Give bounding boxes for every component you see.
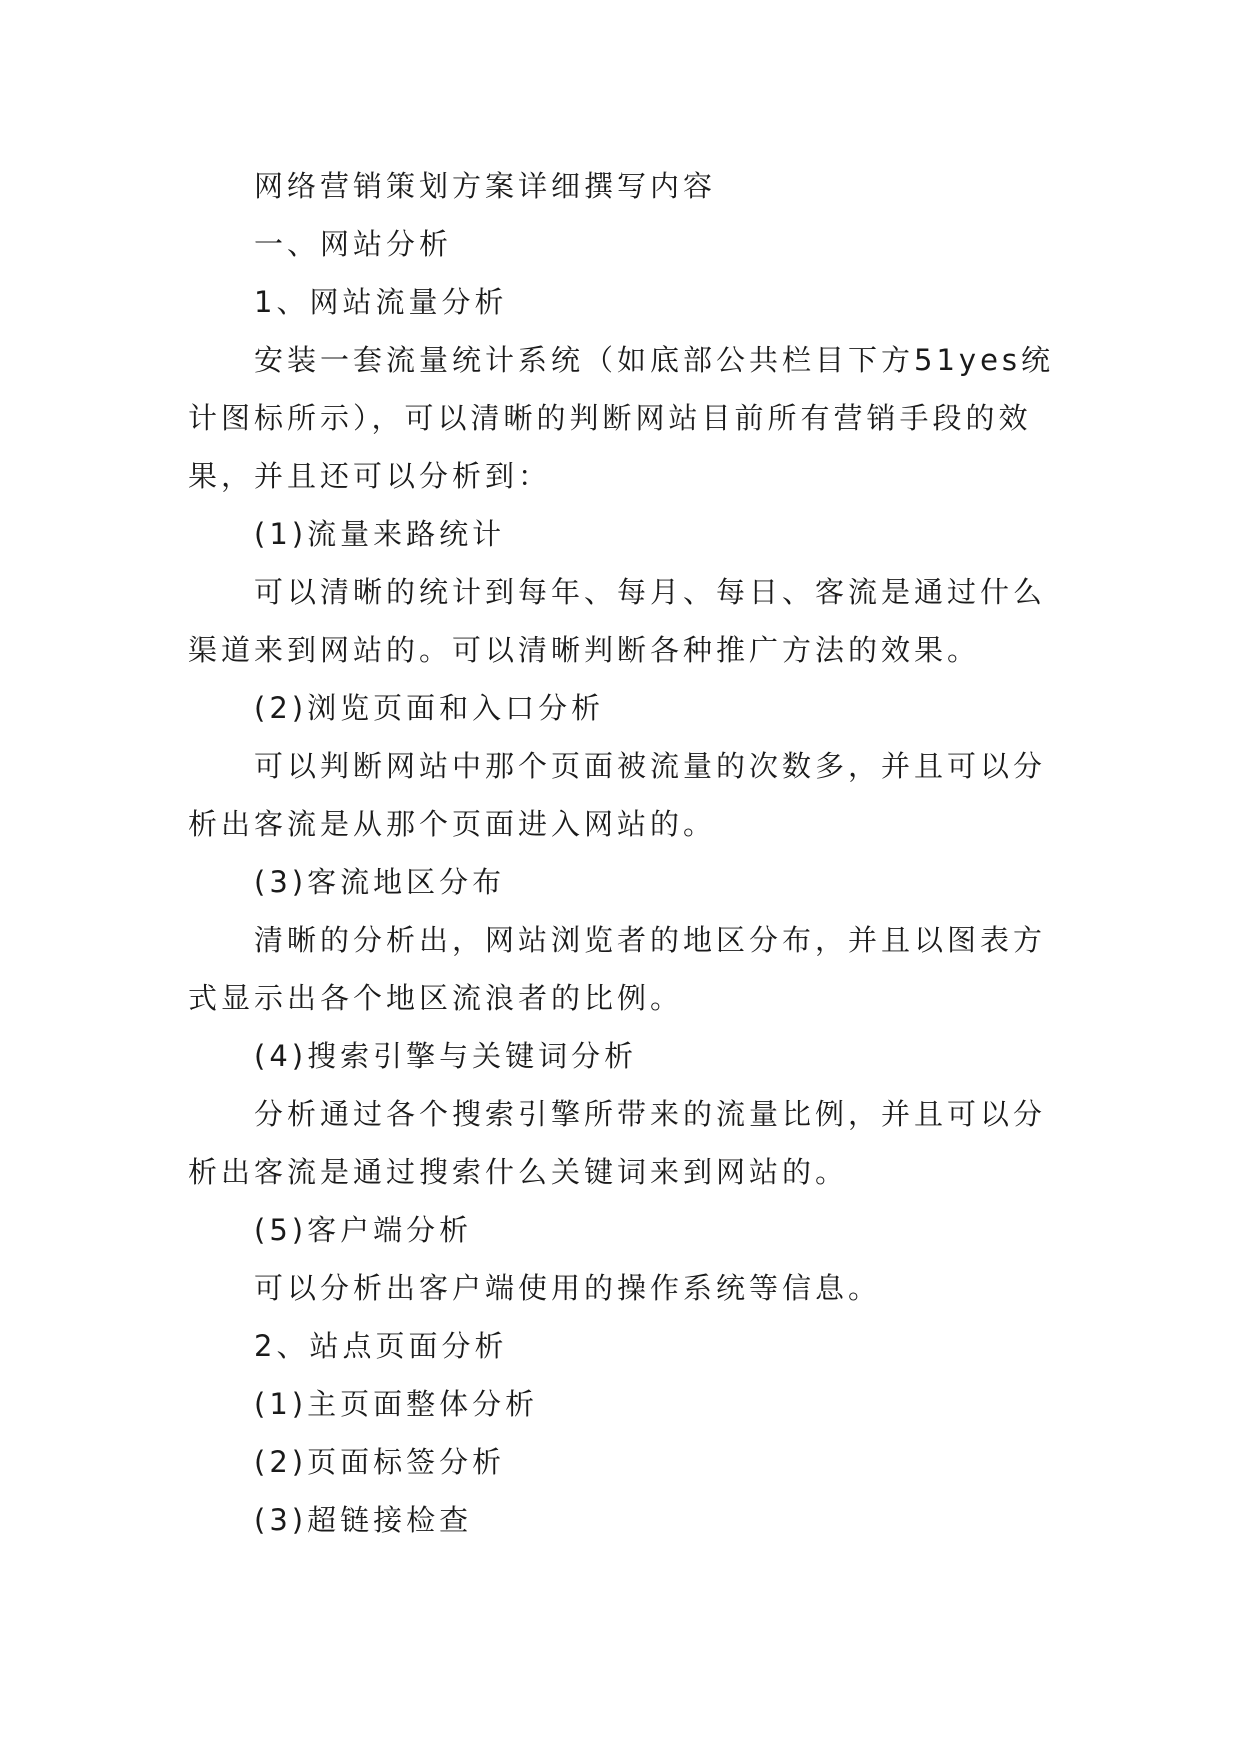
paragraph: 可以清晰的统计到每年、每月、每日、客流是通过什么渠道来到网站的。可以清晰判断各种推广方法的效果。 bbox=[188, 575, 1047, 667]
list-item-heading: (3)超链接检查 bbox=[254, 1503, 473, 1537]
document-title: 网络营销策划方案详细撰写内容 bbox=[254, 169, 717, 203]
list-item-heading: (1)流量来路统计 bbox=[254, 517, 506, 551]
paragraph: 可以分析出客户端使用的操作系统等信息。 bbox=[254, 1271, 882, 1305]
document-body bbox=[188, 157, 1054, 1549]
paragraph: 安装一套流量统计系统（如底部公共栏目下方51yes统计图标所示），可以清晰的判断网站目前所有营销手段的效果，并且还可以分析到： bbox=[188, 343, 1055, 493]
list-item-heading: (5)客户端分析 bbox=[254, 1213, 473, 1247]
paragraph: 可以判断网站中那个页面被流量的次数多，并且可以分析出客流是从那个页面进入网站的。 bbox=[188, 749, 1047, 841]
list-item-heading: (3)客流地区分布 bbox=[254, 865, 506, 899]
list-item-heading: (1)主页面整体分析 bbox=[254, 1387, 539, 1421]
section-heading-website-analysis: 一、网站分析 bbox=[254, 227, 453, 261]
paragraph: 分析通过各个搜索引擎所带来的流量比例，并且可以分析出客流是通过搜索什么关键词来到网站的。 bbox=[188, 1097, 1047, 1189]
subsection-heading-traffic-analysis: 1、网站流量分析 bbox=[254, 285, 508, 319]
list-item-heading: (2)浏览页面和入口分析 bbox=[254, 691, 605, 725]
list-item-heading: (2)页面标签分析 bbox=[254, 1445, 506, 1479]
subsection-heading-page-analysis: 2、站点页面分析 bbox=[254, 1329, 508, 1363]
paragraph: 清晰的分析出，网站浏览者的地区分布，并且以图表方式显示出各个地区流浪者的比例。 bbox=[188, 923, 1047, 1015]
list-item-heading: (4)搜索引擎与关键词分析 bbox=[254, 1039, 638, 1073]
